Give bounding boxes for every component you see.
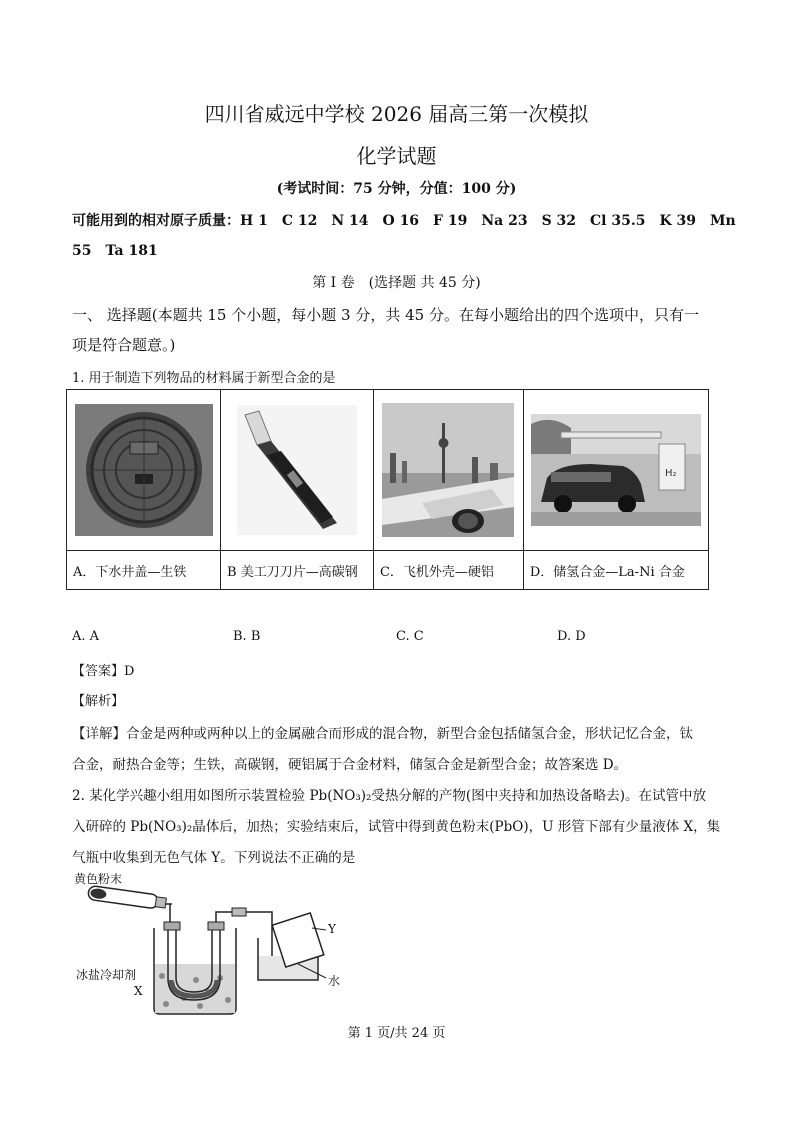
page-footer: 第 1 页/共 24 页 — [347, 1026, 446, 1041]
option-a-caption: A．下水井盖—生铁 — [67, 551, 221, 590]
instruction-line-2: 项是符合题意。) — [72, 336, 176, 354]
section-heading: 第 I 卷 (选择题 共 45 分) — [312, 275, 481, 291]
question-2-line-2: 入研碎的 Pb(NO₃)₂晶体后，加热；实验结束后，试管中得到黄色粉末(PbO)，U 形管下部有少量液体 X，集 — [72, 819, 721, 835]
question-2-line-1: 2. 某化学兴趣小组用如图所示装置检验 Pb(NO₃)₂受热分解的产物(图中夹持和加热设备略去)。在试管中放 — [72, 788, 706, 804]
label-water: 水 — [328, 974, 341, 988]
atomic-mass-line-2: 55 Ta 181 — [72, 243, 158, 259]
option-b-image-cell — [221, 390, 374, 551]
label-y: Y — [328, 922, 336, 936]
label-ice-salt: 冰盐冷却剂 — [76, 968, 137, 982]
option-a-image-cell — [67, 390, 221, 551]
choice-b[interactable]: B. B — [233, 629, 261, 644]
option-c-caption: C．飞机外壳—硬铝 — [373, 551, 523, 590]
airplane-image — [382, 403, 514, 537]
option-d-caption: D．储氢合金—La-Ni 合金 — [523, 551, 708, 590]
manhole-cover-image — [75, 404, 213, 536]
subject-title: 化学试题 — [356, 144, 437, 168]
question-1-stem: 1. 用于制造下列物品的材料属于新型合金的是 — [72, 371, 336, 386]
option-b-caption: B 美工刀刀片—高碳钢 — [221, 551, 374, 590]
analysis-tag: 【解析】 — [72, 694, 125, 709]
apparatus-drawing — [72, 868, 362, 1018]
atomic-mass-line-1: 可能用到的相对原子质量：H 1 C 12 N 14 O 16 F 19 Na 23 S 32 Cl 35.5 K 39 Mn — [72, 213, 736, 229]
option-d-image-cell — [523, 390, 708, 551]
label-yellow-powder: 黄色粉末 — [74, 872, 123, 886]
svg-text:H₂: H₂ — [664, 468, 677, 479]
exam-title: 四川省威远中学校 2026 届高三第一次模拟 — [204, 102, 589, 126]
apparatus-diagram — [72, 868, 362, 1018]
label-x: X — [134, 984, 143, 998]
hydrogen-car-image — [531, 414, 701, 526]
detail-line-2: 合金，耐热合金等；生铁，高碳钢，硬铝属于合金材料，储氢合金是新型合金；故答案选 D。 — [72, 757, 628, 773]
options-table — [66, 389, 709, 590]
option-c-image-cell — [373, 390, 523, 551]
choice-d[interactable]: D. D — [557, 629, 586, 644]
detail-line-1: 【详解】合金是两种或两种以上的金属融合而形成的混合物，新型合金包括储氢合金，形状记忆合金，钛 — [72, 726, 693, 742]
utility-knife-image — [237, 405, 357, 535]
question-2-line-3: 气瓶中收集到无色气体 Y。下列说法不正确的是 — [72, 850, 356, 866]
choice-c[interactable]: C. C — [396, 629, 424, 644]
instruction-line-1: 一、 选择题(本题共 15 个小题，每小题 3 分，共 45 分。在每小题给出的四个选项中，只有一 — [72, 306, 699, 324]
answer-tag: 【答案】D — [72, 664, 135, 679]
choice-a[interactable]: A. A — [72, 629, 100, 644]
exam-info: (考试时间：75 分钟，分值：100 分) — [276, 181, 517, 197]
